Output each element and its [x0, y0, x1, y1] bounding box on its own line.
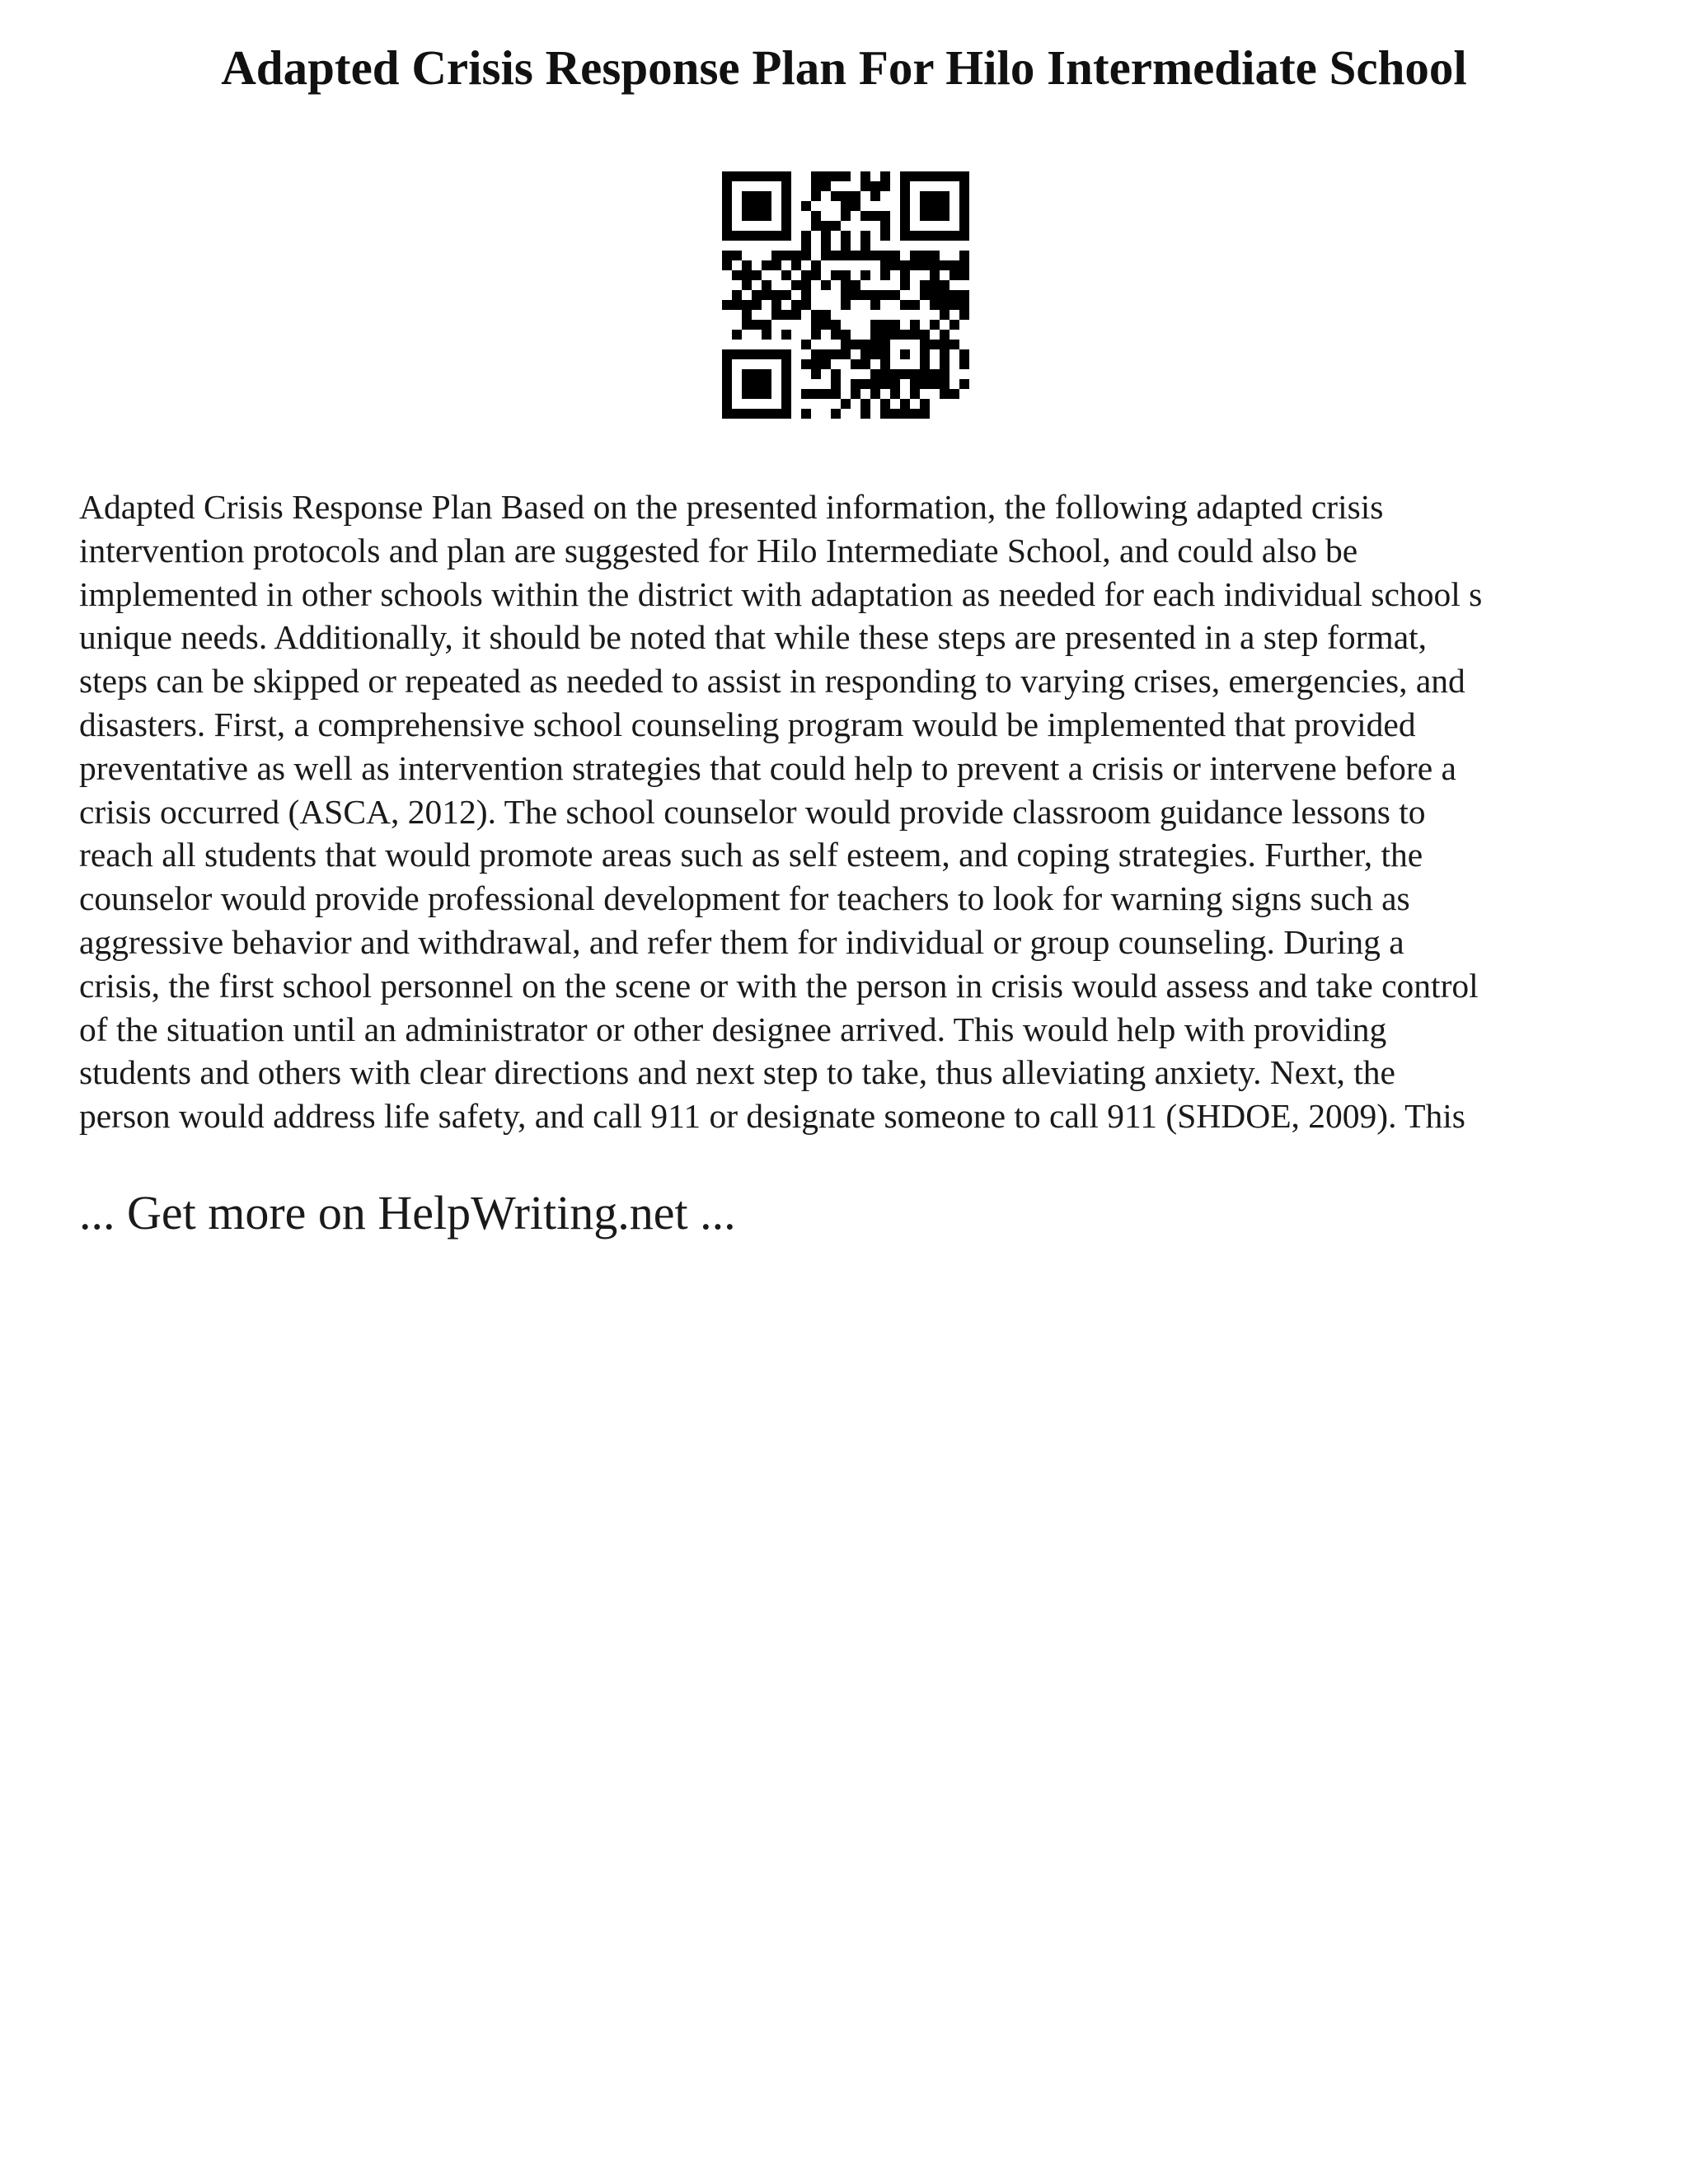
- body-line: crisis occurred (ASCA, 2012). The school counselor would provide classroom guidance lessons to: [79, 792, 1426, 831]
- body-line: preventative as well as intervention strategies that could help to prevent a crisis or intervene before a: [79, 748, 1456, 787]
- body-paragraph: [79, 485, 1629, 1138]
- body-line: counselor would provide professional development for teachers to look for warning signs such as: [79, 879, 1410, 918]
- body-line: person would address life safety, and call 911 or designate someone to call 911 (SHDOE, 2009). This: [79, 1097, 1465, 1136]
- body-line: implemented in other schools within the district with adaptation as needed for each individual school s: [79, 574, 1483, 613]
- body-line: steps can be skipped or repeated as needed to assist in responding to varying crises, emergencies, and: [79, 662, 1465, 701]
- body-line: disasters. First, a comprehensive school counseling program would be implemented that provided: [79, 705, 1416, 743]
- body-line: students and others with clear directions and next step to take, thus alleviating anxiety. Next, the: [79, 1053, 1395, 1092]
- document-title: Adapted Crisis Response Plan For Hilo Intermediate School: [221, 40, 1467, 95]
- body-line: reach all students that would promote areas such as self esteem, and coping strategies. Further, the: [79, 836, 1423, 874]
- body-line: aggressive behavior and withdrawal, and refer them for individual or group counseling. During a: [79, 922, 1404, 961]
- qr-code-icon: [722, 171, 969, 419]
- get-more-link[interactable]: ... Get more on HelpWriting.net ...: [79, 1186, 736, 1240]
- body-line: of the situation until an administrator or other designee arrived. This would help with providing: [79, 1010, 1387, 1048]
- body-line: intervention protocols and plan are suggested for Hilo Intermediate School, and could also be: [79, 531, 1358, 569]
- body-line: unique needs. Additionally, it should be noted that while these steps are presented in a step format,: [79, 618, 1428, 657]
- body-line: crisis, the first school personnel on the scene or with the person in crisis would assess and take control: [79, 966, 1479, 1005]
- body-line: Adapted Crisis Response Plan Based on the presented information, the following adapted crisis: [79, 488, 1384, 526]
